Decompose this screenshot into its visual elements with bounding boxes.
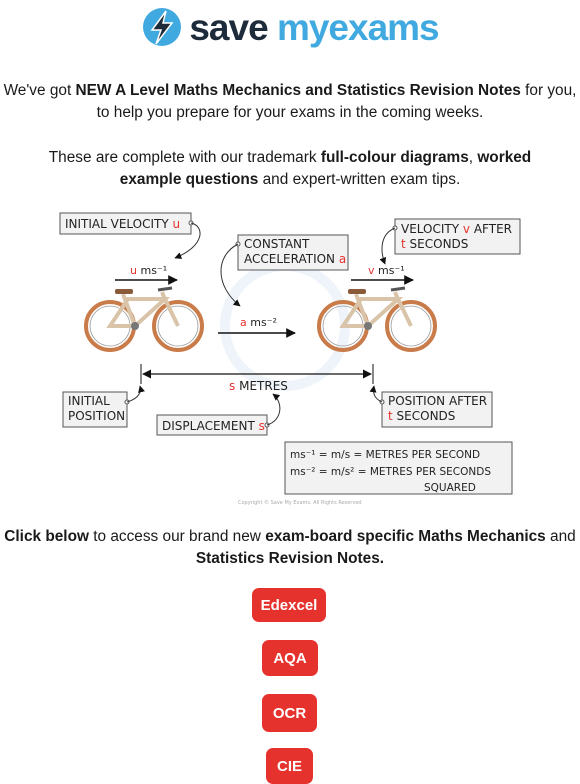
logo-wordmark: save myexams xyxy=(189,6,439,48)
cta-paragraph: Click below to access our brand new exam-board specific Maths Mechanics and Statistics Revision Notes. xyxy=(4,528,576,567)
svg-text:INITIAL VELOCITY u: INITIAL VELOCITY u xyxy=(65,217,181,231)
brand-logo[interactable] xyxy=(0,4,580,50)
svg-text:u ms⁻¹: u ms⁻¹ xyxy=(130,264,168,277)
label-initial-velocity xyxy=(60,213,193,234)
svg-text:ACCELERATION a: ACCELERATION a xyxy=(244,252,347,266)
svg-text:ms⁻¹ = m/s = METRES PER SECO: ms⁻¹ = m/s = METRES PER SECOND xyxy=(290,449,481,461)
aqa-button[interactable]: AQA xyxy=(262,640,318,676)
bicycle-start-icon xyxy=(86,288,202,350)
label-initial-position xyxy=(63,392,129,427)
lightning-bolt-icon xyxy=(141,6,183,48)
initial-velocity-arrow xyxy=(115,264,177,280)
cie-button[interactable]: CIE xyxy=(266,748,313,784)
svg-text:ms⁻² = m/s² = METRES PER SEC: ms⁻² = m/s² = METRES PER SECONDS xyxy=(290,466,491,478)
units-legend xyxy=(285,442,512,494)
svg-text:t SECONDS: t SECONDS xyxy=(401,237,469,251)
svg-text:CONSTANT: CONSTANT xyxy=(244,237,310,251)
intro-paragraph-2: These are complete with our trademark full-colour diagrams, worked example questions and expert-written exam tips. xyxy=(48,149,532,188)
svg-text:DISPLACEMENT s: DISPLACEMENT s xyxy=(162,419,265,433)
final-velocity-arrow xyxy=(351,264,413,280)
svg-text:s METRES: s METRES xyxy=(229,379,288,393)
svg-text:INITIAL: INITIAL xyxy=(68,394,110,408)
ocr-button[interactable]: OCR xyxy=(262,694,317,732)
svg-text:POSITION AFTER: POSITION AFTER xyxy=(388,394,488,408)
label-displacement xyxy=(157,415,269,435)
svg-text:a ms⁻²: a ms⁻² xyxy=(240,316,277,329)
label-position-after xyxy=(380,392,492,427)
intro-paragraph-1: We've got NEW A Level Maths Mechanics and Statistics Revision Notes for you, to help you prepare for your exams in the coming weeks. xyxy=(3,82,577,121)
displacement-arrow xyxy=(141,364,373,393)
label-constant-acceleration xyxy=(236,235,348,270)
kinematics-diagram xyxy=(55,206,525,512)
svg-text:v ms⁻¹: v ms⁻¹ xyxy=(368,264,405,277)
svg-text:VELOCITY v AFTER: VELOCITY v AFTER xyxy=(401,222,512,236)
svg-text:SQUARED: SQUARED xyxy=(424,482,476,494)
svg-text:POSITION: POSITION xyxy=(68,409,126,423)
svg-text:t SECONDS: t SECONDS xyxy=(388,409,456,423)
copyright-note: Copyright © Save My Exams. All Rights Reserved xyxy=(238,500,362,506)
label-velocity-after xyxy=(393,219,520,254)
edexcel-button[interactable]: Edexcel xyxy=(252,588,326,622)
